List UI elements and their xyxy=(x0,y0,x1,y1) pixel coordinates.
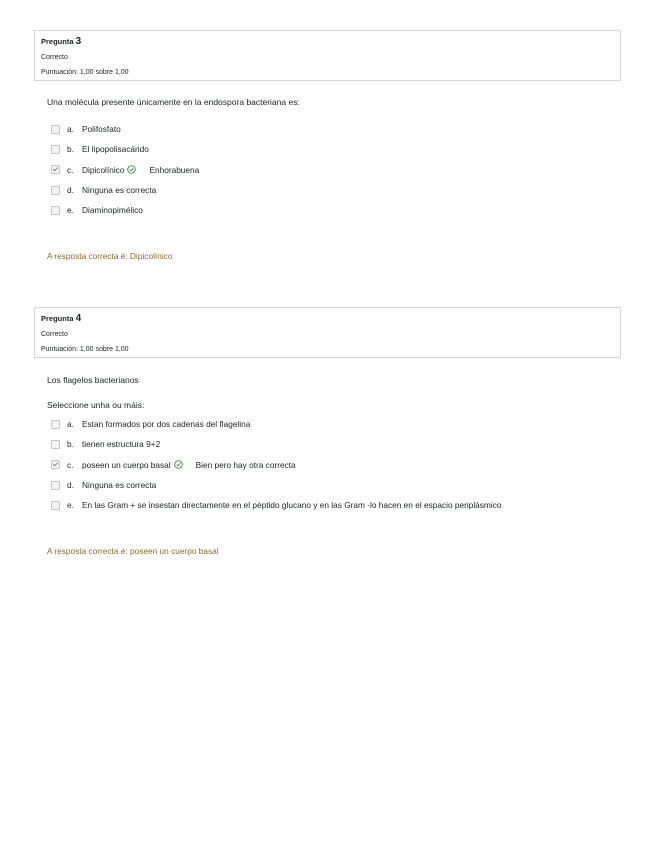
answer-letter: c. xyxy=(67,164,74,175)
right-answer: A resposta correcta é: poseen un cuerpo basal xyxy=(47,546,219,557)
answer-text: Estan formados por dos cadenas del flagelina xyxy=(82,419,251,430)
answer-letter: e. xyxy=(67,500,74,511)
question-label: Pregunta xyxy=(41,314,74,323)
answer-checkbox[interactable] xyxy=(51,481,60,490)
answer-text: Ninguna es correcta xyxy=(82,185,157,196)
answer-letter: d. xyxy=(67,480,74,491)
answer-option-a[interactable] xyxy=(51,119,621,139)
answer-checkbox[interactable] xyxy=(51,440,60,449)
answer-text: En las Gram + se insestan directamente en el péptido glucano y en las Gram -lo hacen en el espacio periplásmico xyxy=(82,500,502,511)
answer-option-d[interactable] xyxy=(51,180,621,200)
answer-checkbox-checked[interactable] xyxy=(51,460,60,469)
answer-checkbox[interactable] xyxy=(51,206,60,215)
answer-checkbox[interactable] xyxy=(51,125,60,134)
question-number xyxy=(41,36,614,48)
answer-feedback: Bien pero hay otra correcta xyxy=(195,459,296,470)
answer-text: El lipopolisacárido xyxy=(82,144,149,155)
answer-checkbox-checked[interactable] xyxy=(51,165,60,174)
answer-letter: a. xyxy=(67,419,74,430)
answer-letter: b. xyxy=(67,144,74,155)
answer-option-e[interactable] xyxy=(51,200,621,220)
answer-text: Diaminopimélico xyxy=(82,205,143,216)
answer-letter: b. xyxy=(67,439,74,450)
question-number xyxy=(41,313,614,325)
question-state: Correcto xyxy=(41,331,68,338)
check-circle-icon xyxy=(127,165,136,174)
question-prompt: Seleccione unha ou máis: xyxy=(47,400,145,410)
answer-option-d[interactable] xyxy=(51,475,621,495)
answer-checkbox[interactable] xyxy=(51,145,60,154)
question-3 xyxy=(34,30,621,261)
question-grade: Puntuación: 1,00 sobre 1,00 xyxy=(41,346,129,353)
answer-letter: a. xyxy=(67,124,74,135)
answer-checkbox[interactable] xyxy=(51,186,60,195)
answer-text: Dipicolínico xyxy=(82,164,125,175)
answer-letter: d. xyxy=(67,185,74,196)
answer-text: poseen un cuerpo basal xyxy=(82,459,171,470)
answer-feedback: Enhorabuena xyxy=(149,164,200,175)
question-text: Una molécula presente únicamente en la endospora bacteriana es: xyxy=(47,97,300,107)
answer-letter: e. xyxy=(67,205,74,216)
question-state: Correcto xyxy=(41,54,68,61)
answer-option-c[interactable] xyxy=(51,455,621,475)
answer-list xyxy=(51,414,621,515)
answer-option-b[interactable] xyxy=(51,434,621,454)
question-info xyxy=(34,307,621,358)
answer-text: tienen estructura 9+2 xyxy=(82,439,161,450)
answer-option-a[interactable] xyxy=(51,414,621,434)
question-grade: Puntuación: 1,00 sobre 1,00 xyxy=(41,69,129,76)
right-answer: A resposta correcta é: Dipicolínico xyxy=(47,251,173,262)
answer-option-e[interactable] xyxy=(51,495,621,515)
answer-list xyxy=(51,119,621,220)
answer-option-b[interactable] xyxy=(51,139,621,159)
question-number-value: 3 xyxy=(75,36,82,47)
answer-letter: c. xyxy=(67,459,74,470)
answer-option-c[interactable] xyxy=(51,160,621,180)
question-number-value: 4 xyxy=(75,313,82,324)
question-label: Pregunta xyxy=(41,37,74,46)
question-4 xyxy=(34,307,621,556)
answer-text: Polifosfato xyxy=(82,124,121,135)
answer-checkbox[interactable] xyxy=(51,501,60,510)
question-text: Los flagelos bacterianos xyxy=(47,375,139,385)
answer-text: Ninguna es correcta xyxy=(82,480,157,491)
answer-checkbox[interactable] xyxy=(51,420,60,429)
question-info xyxy=(34,30,621,81)
check-circle-icon xyxy=(174,460,183,469)
